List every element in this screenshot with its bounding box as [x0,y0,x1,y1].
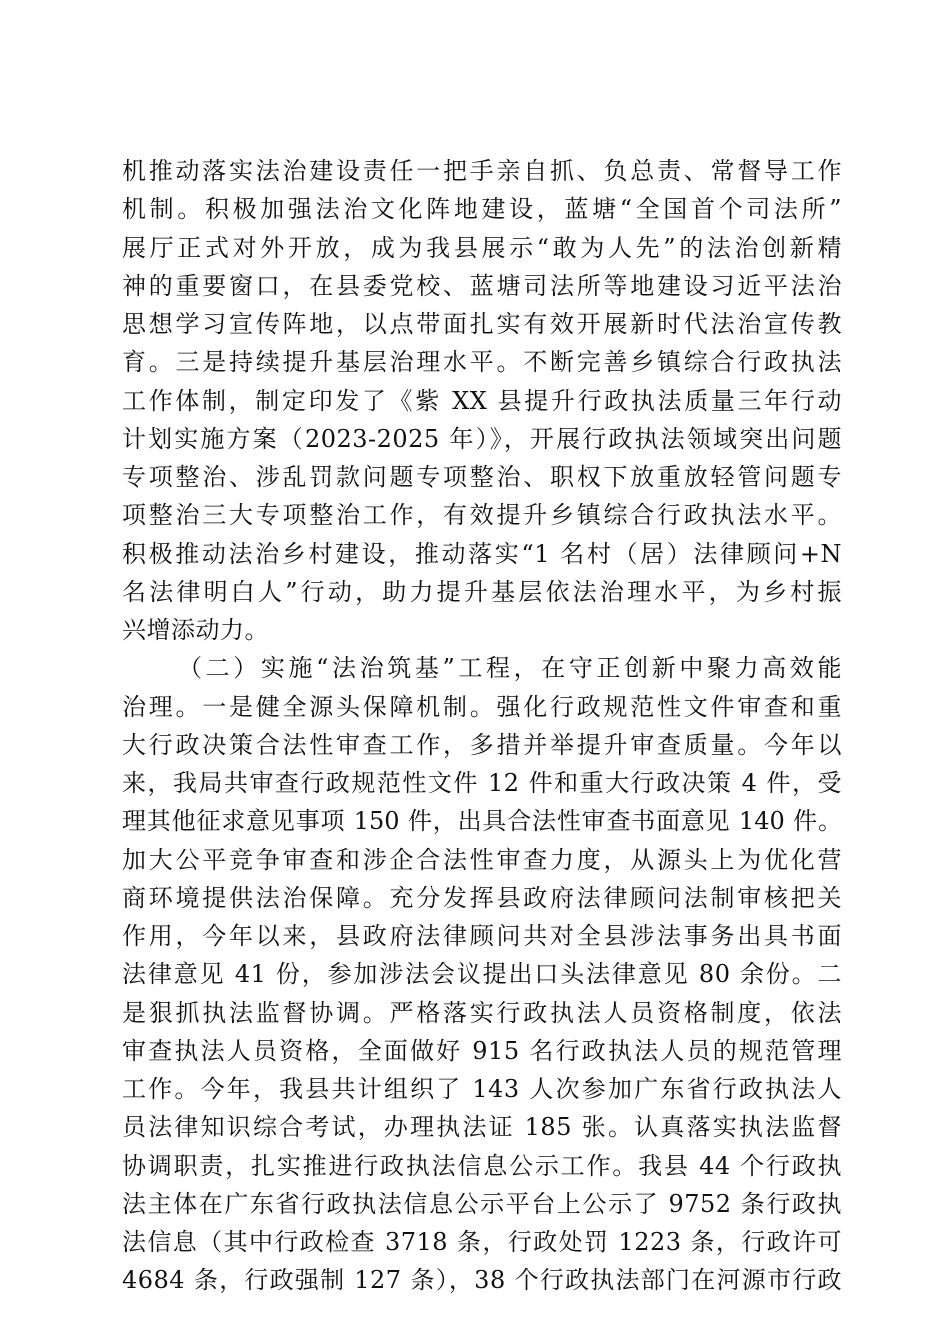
text-line: 机推动落实法治建设责任一把手亲自抓、负总责、常督导工作 [122,157,842,185]
text-line: 积极推动法治乡村建设，推动落实“1 名村（居）法律顾问+N [122,539,842,568]
text-line: 协调职责，扎实推进行政执法信息公示工作。我县 44 个行政执 [122,1151,842,1180]
text-line: 法信息（其中行政检查 3718 条，行政处罚 1223 条，行政许可 [122,1228,842,1256]
text-line: 是狠抓执法监督协调。严格落实行政执法人员资格制度，依法 [122,998,842,1027]
text-line: 理其他征求意见事项 150 件，出具合法性审查书面意见 140 件。 [122,807,842,836]
text-line: 专项整治、涉乱罚款问题专项整治、职权下放重放轻管问题专 [122,463,842,491]
text-line: 兴增添动力。 [122,616,269,644]
text-line: 神的重要窗口，在县委党校、蓝塘司法所等地建设习近平法治 [122,271,842,300]
text-line: 商环境提供法治保障。充分发挥县政府法律顾问法制审核把关 [122,883,842,912]
text-line: 治理。一是健全源头保障机制。强化行政规范性文件审查和重 [122,692,842,721]
text-line: 名法律明白人”行动，助力提升基层依法治理水平，为乡村振 [122,577,842,606]
section-heading-line: （二）实施“法治筑基”工程，在守正创新中聚力高效能 [178,654,842,683]
text-line: 4684 条，行政强制 127 条），38 个行政执法部门在河源市行政 [122,1266,842,1295]
text-line: 加大公平竞争审查和涉企合法性审查力度，从源头上为优化营 [122,845,842,874]
text-line: 展厅正式对外开放，成为我县展示“敢为人先”的法治创新精 [122,233,842,262]
text-line: 来，我局共审查行政规范性文件 12 件和重大行政决策 4 件，受 [122,769,842,797]
text-line: 育。三是持续提升基层治理水平。不断完善乡镇综合行政执法 [122,348,842,377]
text-line: 机制。积极加强法治文化阵地建设，蓝塘“全国首个司法所” [122,195,842,224]
text-line: 工作体制，制定印发了《紫 XX 县提升行政执法质量三年行动 [122,386,842,415]
text-line: 项整治三大专项整治工作，有效提升乡镇综合行政执法水平。 [122,501,842,530]
text-line: 法律意见 41 份，参加涉法会议提出口头法律意见 80 余份。二 [122,960,842,989]
text-line: 审查执法人员资格，全面做好 915 名行政执法人员的规范管理 [122,1036,842,1065]
text-line: 思想学习宣传阵地，以点带面扎实有效开展新时代法治宣传教 [122,310,842,338]
text-line: 计划实施方案（2023-2025 年）》，开展行政执法领域突出问题 [122,424,842,453]
text-line: 大行政决策合法性审查工作，多措并举提升审查质量。今年以 [122,730,842,759]
text-line: 工作。今年，我县共计组织了 143 人次参加广东省行政执法人 [122,1075,842,1103]
text-line: 法主体在广东省行政执法信息公示平台上公示了 9752 条行政执 [122,1189,842,1218]
body-text [122,152,842,1300]
text-line: 作用，今年以来，县政府法律顾问共对全县涉法事务出具书面 [122,922,842,950]
text-line: 员法律知识综合考试，办理执法证 185 张。认真落实执法监督 [122,1113,842,1142]
